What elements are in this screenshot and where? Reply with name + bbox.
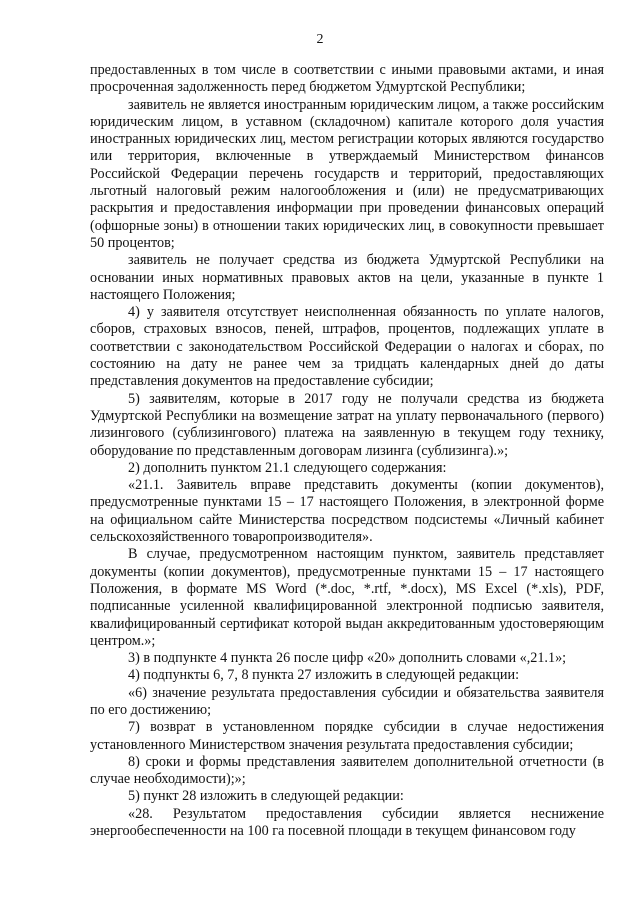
paragraph: заявитель не является иностранным юридическим лицом, а также российским юридическим лицом, в уставном (складочном) капитале которого доля участия иностранных юридических лиц, местом регистрации которых являются государство или территория, включенные в утверждаемый Министерством финансов Российской Федерации перечень государств и территорий, предоставляющих льготный налоговый режим налогообложения и (или) не предусматривающих раскрытия и предоставления информации при проведении финансовых операций (офшорные зоны) в отношении таких юридических лиц, в совокупности превышает 50 процентов; xyxy=(90,96,604,251)
paragraph: 2) дополнить пунктом 21.1 следующего содержания: xyxy=(128,459,447,476)
page-number: 2 xyxy=(316,32,324,47)
paragraph: 5) пункт 28 изложить в следующей редакции: xyxy=(128,788,404,805)
paragraph: 8) сроки и формы представления заявителем дополнительной отчетности (в случае необходимости);»; xyxy=(90,753,604,788)
paragraph: 5) заявителям, которые в 2017 году не получали средства из бюджета Удмуртской Республики на возмещение затрат на уплату первоначального (первого) лизингового (сублизингового) платежа на заявленную в текущем году технику, оборудование по представленным договорам лизинга (сублизинга).»; xyxy=(90,390,604,459)
paragraph: предоставленных в том числе в соответствии с иными правовыми актами, и иная просроченная задолженность перед бюджетом Удмуртской Республики; xyxy=(90,62,604,96)
paragraph: 4) у заявителя отсутствует неисполненная обязанность по уплате налогов, сборов, страховых взносов, пеней, штрафов, процентов, подлежащих уплате в соответствии с законодательством Российской Федерации о налогах и сборах, по состоянию на дату не ранее чем за тридцать календарных дней до даты представления документов на предоставление субсидии; xyxy=(90,304,604,390)
paragraph: заявитель не получает средства из бюджета Удмуртской Республики на основании иных нормативных правовых актов на цели, указанные в пункте 1 настоящего Положения; xyxy=(90,252,604,303)
paragraph: 4) подпункты 6, 7, 8 пункта 27 изложить в следующей редакции: xyxy=(128,667,520,684)
paragraph: «28. Результатом предоставления субсидии является неснижение энергообеспеченности на 100 га посевной площади в текущем финансовом году xyxy=(90,805,604,840)
paragraph: «6) значение результата предоставления субсидии и обязательства заявителя по его достижению; xyxy=(90,684,604,718)
paragraph: 7) возврат в установленном порядке субсидии в случае недостижения установленного Министерством значения результата предоставления субсидии; xyxy=(90,719,604,753)
document-body xyxy=(90,62,604,840)
paragraph: В случае, предусмотренном настоящим пунктом, заявитель представляет документы (копии документов), предусмотренные пунктами 15 – 17 настоящего Положения, в формате MS Word (*.doc, *.rtf, *.docx), MS Excel (*.xls), PDF, подписанные усиленной квалифицированной электронной подписью заявителя, квалифицированный сертификат которой выдан аккредитованным удостоверяющим центром.»; xyxy=(90,546,604,649)
paragraph: 3) в подпункте 4 пункта 26 после цифр «20» дополнить словами «,21.1»; xyxy=(128,650,567,667)
paragraph: «21.1. Заявитель вправе представить документы (копии документов), предусмотренные пунктами 15 – 17 настоящего Положения, в электронной форме на официальном сайте Министерства посредством подсистемы «Личный кабинет сельскохозяйственного товаропроизводителя». xyxy=(90,477,604,546)
